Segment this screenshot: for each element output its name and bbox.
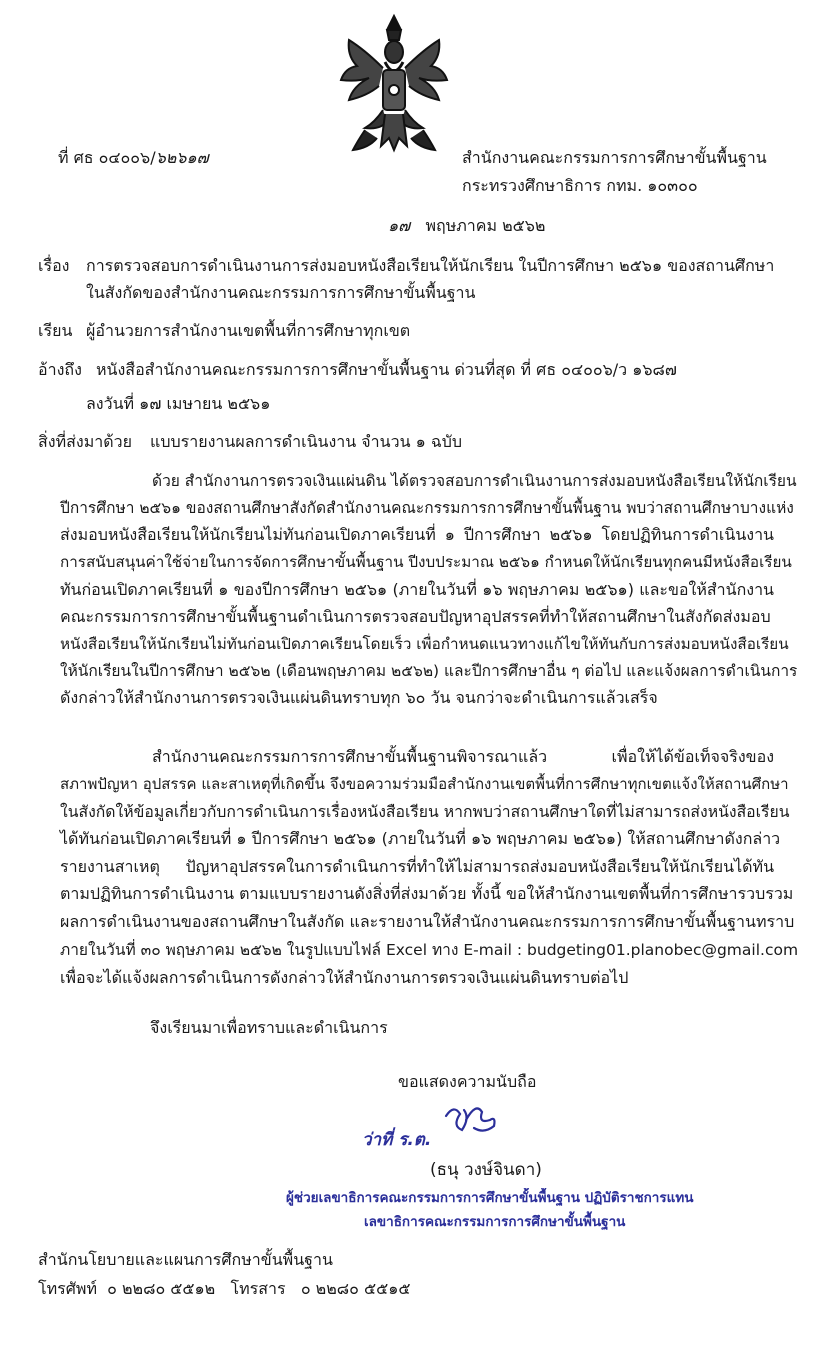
closing-regards: ขอแสดงความนับถือ: [398, 1072, 537, 1091]
paragraph-line: ภายในวันที่ ๓๐ พฤษภาคม ๒๕๖๒ ในรูปแบบไฟล์ Excel ทาง E-mail : budgeting01.planobec@gmail.com: [60, 941, 799, 959]
paragraph-line: ด้วย สำนักงานการตรวจเงินแผ่นดิน ได้ตรวจสอบการดำเนินงานการส่งมอบหนังสือเรียนให้นักเรียน: [152, 472, 797, 490]
phone-label: โทรศัพท์: [38, 1279, 97, 1298]
paragraph-line: สภาพปัญหา อุปสรรค และสาเหตุที่เกิดขึ้น จึงขอความร่วมมือสำนักงานเขตพื้นที่การศึกษาทุกเขตแจ้งให้สถานศึกษา: [60, 775, 789, 793]
paragraph-line: หนังสือเรียนให้นักเรียนไม่ทันก่อนเปิดภาคเรียนโดยเร็ว เพื่อกำหนดแนวทางแก้ไขให้ทันกับการส่งมอบหนังสือเรียน: [60, 635, 789, 653]
document-date: [388, 216, 545, 236]
phone-number: ๐ ๒๒๘๐ ๕๕๑๒: [107, 1279, 216, 1298]
date-day-handwritten: ๑๗: [388, 216, 411, 235]
fax-number: ๐ ๒๒๘๐ ๕๕๑๕: [300, 1279, 411, 1298]
reference-number-prefix: ที่ ศธ ๐๔๐๐๖/: [58, 148, 156, 167]
date-month-year: พฤษภาคม ๒๕๖๒: [425, 216, 546, 235]
reference-number: [58, 148, 209, 168]
paragraph-line: ปีการศึกษา ๒๕๖๑ ของสถานศึกษาสังกัดสำนักงานคณะกรรมการการศึกษาขั้นพื้นฐาน พบว่าสถานศึกษาบางแห่ง: [60, 499, 794, 517]
paragraph-line: สำนักงานคณะกรรมการการศึกษาขั้นพื้นฐานพิจารณาแล้ว เพื่อให้ได้ข้อเท็จจริงของ: [152, 747, 774, 766]
subject-label: เรื่อง: [38, 256, 70, 275]
paragraph-line: ดังกล่าวให้สำนักงานการตรวจเงินแผ่นดินทราบทุก ๖๐ วัน จนกว่าจะดำเนินการแล้วเสร็จ: [60, 688, 658, 707]
reference-number-handwritten: ๖๒๖๑๗: [155, 148, 209, 167]
enclosure-text: แบบรายงานผลการดำเนินงาน จำนวน ๑ ฉบับ: [150, 432, 463, 451]
handwritten-signature-icon: [440, 1098, 500, 1142]
reference-label: อ้างถึง: [38, 360, 82, 379]
acting-note: ว่าที่ ร.ต.: [362, 1130, 432, 1150]
paragraph-line: ส่งมอบหนังสือเรียนให้นักเรียนไม่ทันก่อนเปิดภาคเรียนที่ ๑ ปีการศึกษา ๒๕๖๑ โดยปฏิทินการดำเนินงาน: [60, 525, 774, 544]
fax-label: โทรสาร: [230, 1279, 286, 1298]
subject-line-1: การตรวจสอบการดำเนินงานการส่งมอบหนังสือเรียนให้นักเรียน ในปีการศึกษา ๒๕๖๑ ของสถานศึกษา: [86, 256, 775, 275]
paragraph-line: รายงานสาเหตุ ปัญหาอุปสรรคในการดำเนินการที่ทำให้ไม่สามารถส่งมอบหนังสือเรียนให้นักเรียนได้ทัน: [60, 857, 774, 876]
enclosure-label: สิ่งที่ส่งมาด้วย: [38, 432, 132, 451]
footer-contact: [38, 1279, 410, 1299]
paragraph-line: ทันก่อนเปิดภาคเรียนที่ ๑ ของปีการศึกษา ๒๕๖๑ (ภายในวันที่ ๑๖ พฤษภาคม ๒๕๖๑) และขอให้สำนักงาน: [60, 580, 774, 599]
paragraph-line: ให้นักเรียนในปีการศึกษา ๒๕๖๒ (เดือนพฤษภาคม ๒๕๖๒) และปีการศึกษาอื่น ๆ ต่อไป และแจ้งผลการดำเนินการ: [60, 662, 798, 680]
signatory-title-line-1: ผู้ช่วยเลขาธิการคณะกรรมการการศึกษาขั้นพื้นฐาน ปฏิบัติราชการแทน: [286, 1190, 694, 1206]
subject-line-2: ในสังกัดของสำนักงานคณะกรรมการการศึกษาขั้นพื้นฐาน: [86, 283, 476, 302]
paragraph-line: ในสังกัดให้ข้อมูลเกี่ยวกับการดำเนินการเรื่องหนังสือเรียน หากพบว่าสถานศึกษาใดที่ไม่สามารถส่งหนังสือเรียน: [60, 802, 790, 821]
closing-request: จึงเรียนมาเพื่อทราบและดำเนินการ: [150, 1018, 388, 1037]
paragraph-line: เพื่อจะได้แจ้งผลการดำเนินการดังกล่าวให้สำนักงานการตรวจเงินแผ่นดินทราบต่อไป: [60, 968, 629, 987]
ministry-address: กระทรวงศึกษาธิการ กทม. ๑๐๓๐๐: [462, 176, 698, 195]
reference-line-2: ลงวันที่ ๑๗ เมษายน ๒๕๖๑: [86, 394, 271, 413]
signatory-title-line-2: เลขาธิการคณะกรรมการการศึกษาขั้นพื้นฐาน: [364, 1214, 626, 1230]
paragraph-line: ตามปฏิทินการดำเนินงาน ตามแบบรายงานดังสิ่งที่ส่งมาด้วย ทั้งนี้ ขอให้สำนักงานเขตพื้นที่การศึกษารวบรวม: [60, 884, 794, 903]
paragraph-line: ได้ทันก่อนเปิดภาคเรียนที่ ๑ ปีการศึกษา ๒๕๖๑ (ภายในวันที่ ๑๖ พฤษภาคม ๒๕๖๑) ให้สถานศึกษาดังกล่าว: [60, 829, 781, 848]
garuda-emblem-icon: [335, 10, 453, 160]
paragraph-line: การสนับสนุนค่าใช้จ่ายในการจัดการศึกษาขั้นพื้นฐาน ปีงบประมาณ ๒๕๖๑ กำหนดให้นักเรียนทุกคนมีหนังสือเรียน: [60, 553, 792, 571]
reference-line-1: หนังสือสำนักงานคณะกรรมการการศึกษาขั้นพื้นฐาน ด่วนที่สุด ที่ ศธ ๐๔๐๐๖/ว ๑๖๘๗: [96, 360, 677, 379]
to-recipient: ผู้อำนวยการสำนักงานเขตพื้นที่การศึกษาทุกเขต: [86, 321, 411, 340]
to-label: เรียน: [38, 321, 73, 340]
paragraph-line: ผลการดำเนินงานของสถานศึกษาในสังกัด และรายงานให้สำนักงานคณะกรรมการการศึกษาขั้นพื้นฐานทราบ: [60, 912, 795, 931]
paragraph-line: คณะกรรมการการศึกษาขั้นพื้นฐานดำเนินการตรวจสอบปัญหาอุปสรรคที่ทำให้สถานศึกษาในสังกัดส่งมอบ: [60, 607, 771, 626]
footer-office: สำนักนโยบายและแผนการศึกษาขั้นพื้นฐาน: [38, 1250, 333, 1269]
signatory-name: (ธนุ วงษ์จินดา): [430, 1160, 542, 1180]
agency-name: สำนักงานคณะกรรมการการศึกษาขั้นพื้นฐาน: [462, 148, 767, 167]
